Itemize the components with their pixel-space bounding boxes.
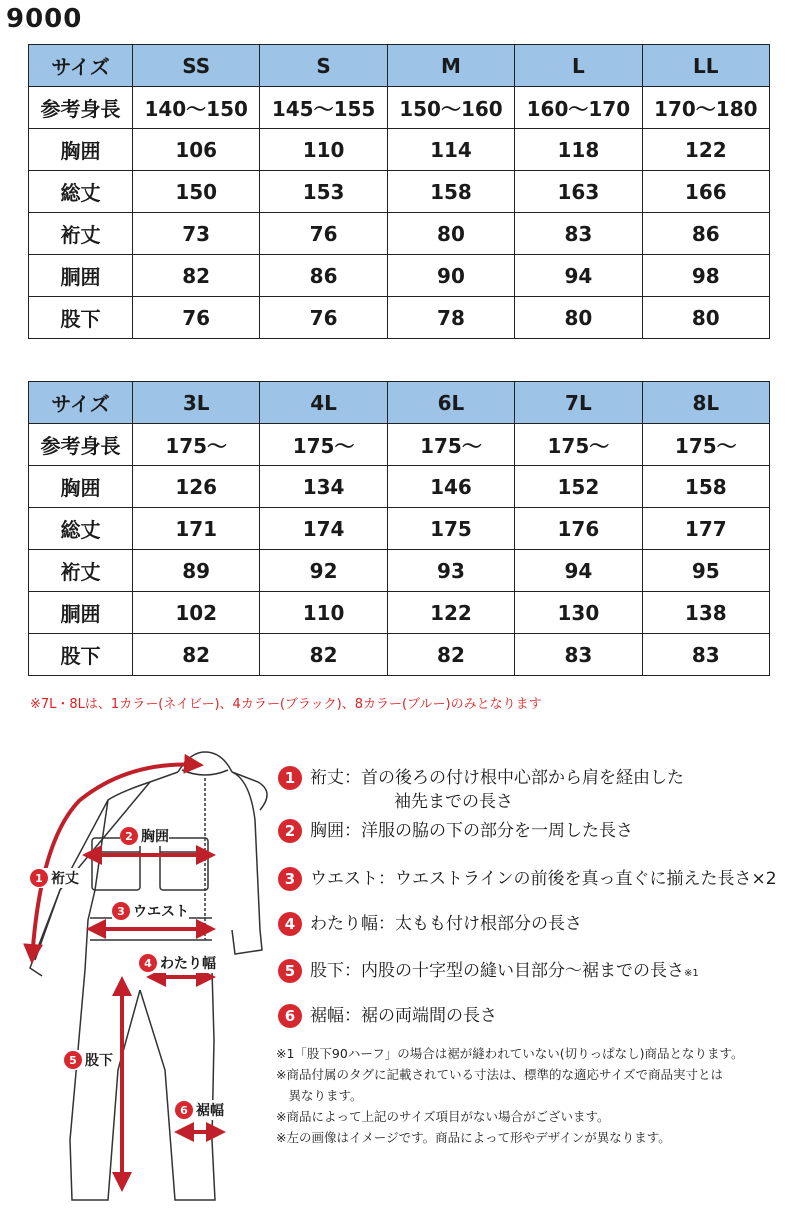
legend-badge-2: 2 bbox=[278, 819, 302, 843]
product-code: 9000 bbox=[6, 4, 83, 34]
legend-badge-1: 1 bbox=[278, 766, 302, 790]
legend-item-4 bbox=[278, 912, 582, 936]
coverall-diagram bbox=[0, 740, 270, 1224]
diagram-label-2 bbox=[120, 826, 169, 846]
header-size-3: M bbox=[387, 45, 514, 87]
table-cell: 80 bbox=[515, 297, 642, 339]
size-table-2 bbox=[28, 381, 770, 676]
table-row bbox=[29, 550, 770, 592]
table-cell: 80 bbox=[642, 297, 769, 339]
table-cell: 82 bbox=[387, 634, 514, 676]
table-cell: 160〜170 bbox=[515, 87, 642, 129]
table-cell: 171 bbox=[133, 508, 260, 550]
legend-text-4: わたり幅：太もも付け根部分の長さ bbox=[310, 914, 582, 934]
table-cell: 80 bbox=[387, 213, 514, 255]
footnote-1: ※1「股下90ハーフ」の場合は裾が縫われていない(切りっぱなし)商品となります。 bbox=[276, 1046, 744, 1061]
table-cell: 83 bbox=[515, 634, 642, 676]
legend-text-1-cont: 袖先までの長さ bbox=[394, 792, 513, 812]
header-size-3: 6L bbox=[387, 382, 514, 424]
header-size-label: サイズ bbox=[29, 382, 133, 424]
diagram-label-3 bbox=[112, 901, 189, 921]
badge-1: 1 bbox=[30, 869, 48, 887]
label-text: ウエスト bbox=[133, 904, 189, 920]
table-cell: 174 bbox=[260, 508, 387, 550]
table-cell: 76 bbox=[133, 297, 260, 339]
table-cell: 175〜 bbox=[642, 424, 769, 466]
row-label: 胴囲 bbox=[29, 592, 133, 634]
header-size-5: LL bbox=[642, 45, 769, 87]
header-size-label: サイズ bbox=[29, 45, 133, 87]
color-availability-note: ※7L・8Lは、1カラー(ネイビー)、4カラー(ブラック)、8カラー(ブルー)のみとなります bbox=[30, 697, 542, 712]
row-label: 裄丈 bbox=[29, 550, 133, 592]
diagram-label-5 bbox=[64, 1050, 113, 1070]
legend-text-5: 股下：内股の十字型の縫い目部分〜裾までの長さ bbox=[310, 961, 684, 981]
table-cell: 86 bbox=[260, 255, 387, 297]
table-cell: 134 bbox=[260, 466, 387, 508]
size-table-1 bbox=[28, 44, 770, 339]
row-label: 胸囲 bbox=[29, 466, 133, 508]
table-row bbox=[29, 424, 770, 466]
row-label: 胸囲 bbox=[29, 129, 133, 171]
table-cell: 86 bbox=[642, 213, 769, 255]
table-row bbox=[29, 87, 770, 129]
table-cell: 98 bbox=[642, 255, 769, 297]
table-header-row bbox=[29, 45, 770, 87]
badge-4: 4 bbox=[139, 954, 157, 972]
row-label: 胴囲 bbox=[29, 255, 133, 297]
table-cell: 110 bbox=[260, 129, 387, 171]
table-cell: 175〜 bbox=[515, 424, 642, 466]
table-cell: 122 bbox=[387, 592, 514, 634]
table-cell: 93 bbox=[387, 550, 514, 592]
diagram-label-6 bbox=[175, 1100, 224, 1120]
legend-text-6: 裾幅：裾の両端間の長さ bbox=[310, 1006, 497, 1026]
table-cell: 175〜 bbox=[260, 424, 387, 466]
table-cell: 152 bbox=[515, 466, 642, 508]
legend-item-2 bbox=[278, 819, 633, 843]
table-cell: 175〜 bbox=[133, 424, 260, 466]
table-cell: 76 bbox=[260, 213, 387, 255]
table-cell: 176 bbox=[515, 508, 642, 550]
table-cell: 82 bbox=[260, 634, 387, 676]
table-cell: 153 bbox=[260, 171, 387, 213]
table-cell: 166 bbox=[642, 171, 769, 213]
header-size-5: 8L bbox=[642, 382, 769, 424]
footnote-2: ※商品付属のタグに記載されている寸法は、標準的な適応サイズで商品実寸とは bbox=[276, 1067, 723, 1082]
table-cell: 94 bbox=[515, 550, 642, 592]
table-cell: 126 bbox=[133, 466, 260, 508]
footnotes bbox=[276, 1043, 743, 1148]
row-label: 股下 bbox=[29, 297, 133, 339]
badge-5: 5 bbox=[64, 1051, 82, 1069]
table-cell: 130 bbox=[515, 592, 642, 634]
header-size-1: 3L bbox=[133, 382, 260, 424]
row-label: 股下 bbox=[29, 634, 133, 676]
row-label: 裄丈 bbox=[29, 213, 133, 255]
table-row bbox=[29, 297, 770, 339]
legend-footnote-ref: ※1 bbox=[684, 968, 699, 979]
table-cell: 114 bbox=[387, 129, 514, 171]
table-cell: 175 bbox=[387, 508, 514, 550]
footnote-2-cont: 異なります。 bbox=[276, 1088, 363, 1103]
legend-badge-3: 3 bbox=[278, 867, 302, 891]
table-row bbox=[29, 466, 770, 508]
table-cell: 138 bbox=[642, 592, 769, 634]
label-text: 股下 bbox=[85, 1053, 113, 1069]
row-label: 参考身長 bbox=[29, 424, 133, 466]
label-text: わたり幅 bbox=[160, 956, 216, 972]
label-text: 裄丈 bbox=[51, 871, 79, 887]
footnote-4: ※左の画像はイメージです。商品によって形やデザインが異なります。 bbox=[276, 1130, 671, 1145]
table-row bbox=[29, 171, 770, 213]
coverall-illustration bbox=[0, 740, 270, 1220]
legend-item-5 bbox=[278, 959, 699, 986]
table-cell: 110 bbox=[260, 592, 387, 634]
table-row bbox=[29, 129, 770, 171]
table-cell: 73 bbox=[133, 213, 260, 255]
table-cell: 122 bbox=[642, 129, 769, 171]
legend-text-1: 裄丈：首の後ろの付け根中心部から肩を経由した bbox=[310, 768, 684, 788]
table-cell: 150 bbox=[133, 171, 260, 213]
legend-item-6 bbox=[278, 1004, 497, 1028]
table-cell: 83 bbox=[515, 213, 642, 255]
table-cell: 140〜150 bbox=[133, 87, 260, 129]
table-row bbox=[29, 508, 770, 550]
header-size-1: SS bbox=[133, 45, 260, 87]
table-cell: 76 bbox=[260, 297, 387, 339]
header-size-4: 7L bbox=[515, 382, 642, 424]
table-header-row bbox=[29, 382, 770, 424]
header-size-2: S bbox=[260, 45, 387, 87]
table-cell: 146 bbox=[387, 466, 514, 508]
table-cell: 78 bbox=[387, 297, 514, 339]
table-cell: 82 bbox=[133, 634, 260, 676]
header-size-4: L bbox=[515, 45, 642, 87]
table-row bbox=[29, 255, 770, 297]
row-label: 総丈 bbox=[29, 171, 133, 213]
table-cell: 92 bbox=[260, 550, 387, 592]
badge-6: 6 bbox=[175, 1101, 193, 1119]
table-cell: 175〜 bbox=[387, 424, 514, 466]
legend-text-2: 胸囲：洋服の脇の下の部分を一周した長さ bbox=[310, 821, 633, 841]
table-cell: 158 bbox=[387, 171, 514, 213]
legend-badge-6: 6 bbox=[278, 1004, 302, 1028]
legend-item-3 bbox=[278, 867, 777, 891]
table-cell: 102 bbox=[133, 592, 260, 634]
diagram-label-4 bbox=[139, 953, 216, 973]
badge-3: 3 bbox=[112, 902, 130, 920]
table-cell: 170〜180 bbox=[642, 87, 769, 129]
header-size-2: 4L bbox=[260, 382, 387, 424]
table-cell: 163 bbox=[515, 171, 642, 213]
table-row bbox=[29, 213, 770, 255]
legend-text-3: ウエスト：ウエストラインの前後を真っ直ぐに揃えた長さ×2 bbox=[310, 869, 777, 889]
legend-badge-4: 4 bbox=[278, 912, 302, 936]
table-cell: 177 bbox=[642, 508, 769, 550]
table-row bbox=[29, 634, 770, 676]
table-cell: 106 bbox=[133, 129, 260, 171]
table-cell: 145〜155 bbox=[260, 87, 387, 129]
table-cell: 150〜160 bbox=[387, 87, 514, 129]
table-row bbox=[29, 592, 770, 634]
legend-badge-5: 5 bbox=[278, 959, 302, 983]
label-text: 裾幅 bbox=[196, 1103, 224, 1119]
table-cell: 82 bbox=[133, 255, 260, 297]
row-label: 総丈 bbox=[29, 508, 133, 550]
table-cell: 89 bbox=[133, 550, 260, 592]
table-cell: 83 bbox=[642, 634, 769, 676]
legend-item-1 bbox=[278, 766, 684, 814]
badge-2: 2 bbox=[120, 827, 138, 845]
table-cell: 90 bbox=[387, 255, 514, 297]
label-text: 胸囲 bbox=[141, 829, 169, 845]
row-label: 参考身長 bbox=[29, 87, 133, 129]
table-cell: 95 bbox=[642, 550, 769, 592]
table-cell: 118 bbox=[515, 129, 642, 171]
table-cell: 94 bbox=[515, 255, 642, 297]
table-cell: 158 bbox=[642, 466, 769, 508]
diagram-label-1 bbox=[30, 868, 79, 888]
footnote-3: ※商品によって上記のサイズ項目がない場合がございます。 bbox=[276, 1109, 610, 1124]
